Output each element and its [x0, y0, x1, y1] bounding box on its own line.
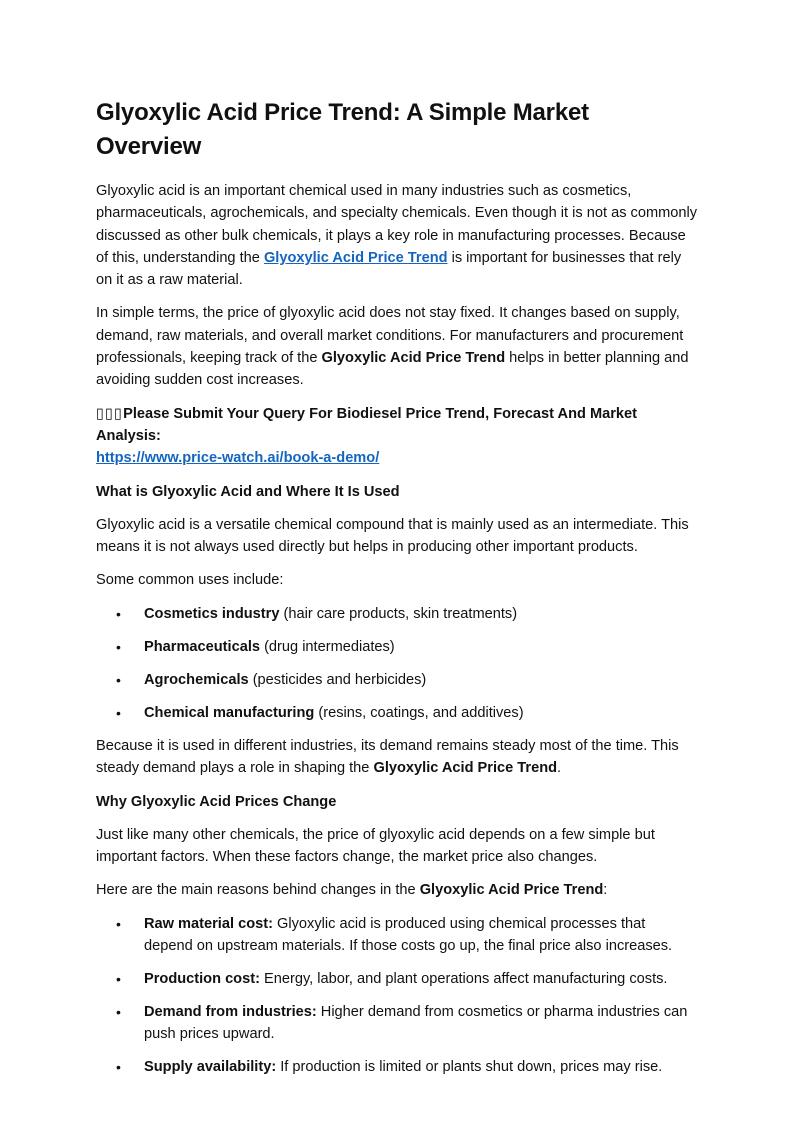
use-detail: (drug intermediates) — [260, 638, 395, 655]
reason-label: Demand from industries: — [144, 1004, 317, 1021]
list-item — [96, 913, 698, 958]
uses-list-intro: Some common uses include: — [96, 572, 284, 589]
bullet-icon: • — [116, 704, 121, 721]
use-label: Chemical manufacturing — [144, 704, 315, 721]
list-item — [96, 603, 698, 625]
list-item — [96, 1056, 698, 1078]
overview-bold-term: Glyoxylic Acid Price Trend — [321, 350, 506, 367]
query-callout-text: Please Submit Your Query For Biodiesel Price Trend, Forecast And Market Analysis: — [96, 405, 638, 444]
missing-glyph-icons: ▯▯▯ — [96, 405, 124, 422]
closing-text-end: . — [557, 760, 562, 777]
reason-detail: Glyoxylic acid is produced using chemical processes that depend on upstream materials. If those costs go up, the final price also increases. — [144, 915, 673, 955]
section-heading-price-change: Why Glyoxylic Acid Prices Change — [96, 793, 337, 810]
use-label: Cosmetics industry — [144, 605, 280, 622]
bullet-icon: • — [116, 971, 121, 988]
use-detail: (resins, coatings, and additives) — [314, 704, 524, 721]
uses-list — [96, 603, 698, 724]
bullet-icon: • — [116, 605, 121, 622]
reasons-bold-term: Glyoxylic Acid Price Trend — [419, 882, 604, 899]
page-title: Glyoxylic Acid Price Trend: A Simple Market Overview — [96, 99, 589, 160]
price-trend-link[interactable]: Glyoxylic Acid Price Trend — [263, 249, 448, 266]
list-item — [96, 1001, 698, 1046]
use-label: Agrochemicals — [144, 671, 249, 688]
section-heading-uses: What is Glyoxylic Acid and Where It Is Used — [96, 483, 400, 500]
list-item — [96, 968, 698, 990]
reason-detail: Higher demand from cosmetics or pharma industries can push prices upward. — [144, 1004, 688, 1043]
bullet-icon: • — [116, 1059, 121, 1076]
intro-text-end: is important for businesses that rely on it as a raw material. — [96, 249, 682, 289]
price-overview-paragraph — [96, 302, 698, 391]
list-item — [96, 702, 698, 724]
list-item — [96, 636, 698, 658]
reason-detail: Energy, labor, and plant operations affect manufacturing costs. — [259, 971, 668, 988]
intro-text-start: Glyoxylic acid is an important chemical used in many industries such as cosmetics, pharmaceuticals, agrochemicals, and specialty chemicals. Even though it is not as commonly discussed as other bulk chemicals, it plays a key role in manufacturing processes. Because of this, understanding the — [96, 183, 698, 266]
bullet-icon: • — [116, 638, 121, 655]
closing-text-start: Because it is used in different industries, its demand remains steady most of the time. This steady demand plays a role in shaping the — [96, 738, 679, 777]
bullet-icon: • — [116, 915, 121, 932]
use-label: Pharmaceuticals — [144, 638, 261, 655]
closing-bold-term: Glyoxylic Acid Price Trend — [373, 760, 558, 777]
book-demo-link[interactable]: https://www.price-watch.ai/book-a-demo/ — [96, 450, 380, 467]
use-detail: (hair care products, skin treatments) — [279, 605, 518, 622]
reason-label: Production cost: — [144, 971, 260, 988]
price-change-paragraph: Just like many other chemicals, the price of glyoxylic acid depends on a few simple but important factors. When these factors change, the market price also changes. — [96, 826, 655, 866]
overview-text-start: In simple terms, the price of glyoxylic acid does not stay fixed. It changes based on supply, demand, raw materials, and overall market conditions. For manufacturers and procurement professionals, keeping track of the — [96, 305, 684, 367]
reason-label: Raw material cost: — [144, 915, 273, 932]
reason-detail: If production is limited or plants shut down, prices may rise. — [276, 1059, 663, 1076]
use-detail: (pesticides and herbicides) — [248, 671, 427, 688]
reason-label: Supply availability: — [144, 1059, 277, 1076]
intro-paragraph — [96, 180, 698, 291]
reasons-intro-end: : — [603, 882, 608, 899]
reasons-intro-start: Here are the main reasons behind changes in the — [96, 882, 420, 899]
reasons-list — [96, 913, 698, 1079]
bullet-icon: • — [116, 1004, 121, 1021]
overview-text-end: helps in better planning and avoiding sudden cost increases. — [96, 350, 689, 389]
uses-closing-paragraph — [96, 735, 698, 780]
list-item — [96, 669, 698, 691]
query-callout — [96, 403, 698, 470]
bullet-icon: • — [116, 671, 121, 688]
uses-intro-paragraph: Glyoxylic acid is a versatile chemical compound that is mainly used as an intermediate. This means it is not always used directly but helps in producing other important products. — [96, 516, 689, 556]
reasons-intro — [96, 879, 698, 901]
